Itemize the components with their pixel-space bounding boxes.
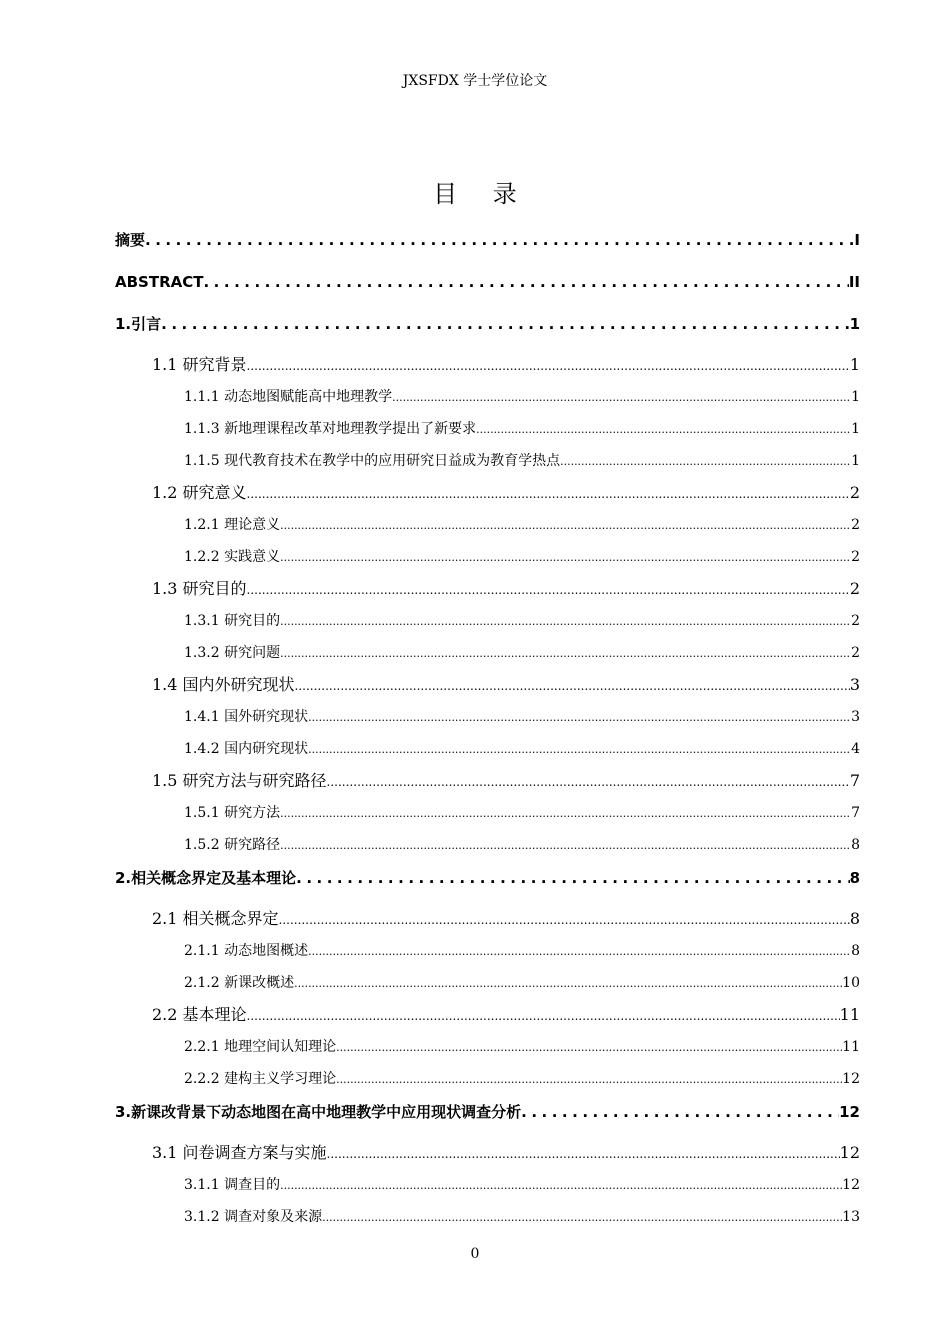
toc-entry-page: 1 <box>849 315 860 333</box>
toc-entry[interactable] <box>115 866 860 908</box>
toc-entry-label: 1.3 研究目的 <box>152 579 247 598</box>
toc-entry-label: 1.5.1 研究方法 <box>184 805 281 821</box>
toc-entry-page: 12 <box>839 1103 860 1121</box>
dot-leader <box>308 941 851 963</box>
toc-entry-label: 3.新课改背景下动态地图在高中地理教学中应用现状调查分析 <box>115 1103 522 1121</box>
toc-entry-label: 1.3.1 研究目的 <box>184 613 281 629</box>
toc-entry[interactable] <box>115 1142 860 1174</box>
toc-entry-page: 11 <box>842 1039 860 1055</box>
toc-entry-page: 2 <box>851 613 860 629</box>
toc-entry-label: 2.1.1 动态地图概述 <box>184 943 309 959</box>
toc-entry-page: 2 <box>849 483 860 502</box>
toc-entry-page: 3 <box>849 675 860 694</box>
toc-entry-label: 摘要 <box>115 231 146 249</box>
dot-leader <box>476 419 851 441</box>
toc-entry-label: 3.1.1 调查目的 <box>184 1177 281 1193</box>
toc-entry[interactable] <box>115 418 860 450</box>
toc-entry[interactable] <box>115 514 860 546</box>
toc-entry-label: 1.2.2 实践意义 <box>184 549 281 565</box>
dot-leader <box>280 835 851 857</box>
dot-leader <box>280 1175 842 1197</box>
dot-leader <box>247 1005 840 1027</box>
dot-leader <box>521 1100 839 1124</box>
toc-entry-page: 1 <box>851 453 860 469</box>
dot-leader <box>280 547 851 569</box>
dot-leader <box>280 611 851 633</box>
toc-entry-page: 1 <box>851 421 860 437</box>
toc-entry-label: 2.2.2 建构主义学习理论 <box>184 1071 337 1087</box>
toc-entry[interactable] <box>115 834 860 866</box>
table-of-contents <box>115 228 860 1238</box>
toc-entry-page: 1 <box>849 355 860 374</box>
toc-entry-page: 12 <box>839 1143 860 1162</box>
toc-entry[interactable] <box>115 482 860 514</box>
dot-leader <box>247 483 850 505</box>
dot-leader <box>280 643 851 665</box>
toc-entry-page: II <box>848 273 860 291</box>
toc-entry-page: 2 <box>851 645 860 661</box>
toc-entry[interactable] <box>115 972 860 1004</box>
toc-entry[interactable] <box>115 908 860 940</box>
toc-entry-page: 1 <box>851 389 860 405</box>
dot-leader <box>145 228 854 252</box>
dot-leader <box>280 803 851 825</box>
toc-entry-label: ABSTRACT <box>115 273 204 291</box>
toc-entry-label: 1.2.1 理论意义 <box>184 517 281 533</box>
toc-entry[interactable] <box>115 706 860 738</box>
toc-entry[interactable] <box>115 578 860 610</box>
toc-entry-label: 1.1.1 动态地图赋能高中地理教学 <box>184 389 393 405</box>
toc-entry-page: 7 <box>851 805 860 821</box>
dot-leader <box>308 739 851 761</box>
toc-entry-label: 1.1.5 现代教育技术在教学中的应用研究日益成为教育学热点 <box>184 453 561 469</box>
toc-entry-page: 2 <box>851 549 860 565</box>
toc-entry[interactable] <box>115 770 860 802</box>
dot-leader <box>161 312 849 336</box>
toc-entry-page: 8 <box>851 943 860 959</box>
toc-entry[interactable] <box>115 228 860 270</box>
toc-entry-page: 12 <box>842 1071 860 1087</box>
toc-entry-page: 13 <box>842 1209 860 1225</box>
toc-entry-page: I <box>854 231 860 249</box>
toc-entry-label: 1.3.2 研究问题 <box>184 645 281 661</box>
dot-leader <box>296 866 849 890</box>
toc-entry-label: 1.4.2 国内研究现状 <box>184 741 309 757</box>
toc-entry[interactable] <box>115 610 860 642</box>
toc-entry[interactable] <box>115 1206 860 1238</box>
toc-entry[interactable] <box>115 1174 860 1206</box>
toc-entry-page: 7 <box>849 771 860 790</box>
toc-entry[interactable] <box>115 354 860 386</box>
toc-entry-label: 2.1.2 新课改概述 <box>184 975 295 991</box>
toc-entry-page: 8 <box>851 837 860 853</box>
toc-entry[interactable] <box>115 450 860 482</box>
toc-entry[interactable] <box>115 270 860 312</box>
toc-entry-page: 3 <box>851 709 860 725</box>
dot-leader <box>327 1143 840 1165</box>
toc-entry-label: 1.2 研究意义 <box>152 483 247 502</box>
toc-entry-page: 2 <box>851 517 860 533</box>
dot-leader <box>308 707 851 729</box>
toc-entry[interactable] <box>115 802 860 834</box>
toc-entry-label: 1.1.3 新地理课程改革对地理教学提出了新要求 <box>184 421 477 437</box>
toc-entry[interactable] <box>115 940 860 972</box>
dot-leader <box>203 270 848 294</box>
dot-leader <box>280 515 851 537</box>
toc-entry-label: 1.5 研究方法与研究路径 <box>152 771 327 790</box>
toc-entry-label: 1.引言 <box>115 315 162 333</box>
toc-entry-label: 1.4.1 国外研究现状 <box>184 709 309 725</box>
toc-entry-label: 2.相关概念界定及基本理论 <box>115 869 297 887</box>
toc-entry-label: 2.1 相关概念界定 <box>152 909 279 928</box>
toc-entry[interactable] <box>115 546 860 578</box>
toc-entry-label: 1.5.2 研究路径 <box>184 837 281 853</box>
dot-leader <box>336 1037 842 1059</box>
toc-entry[interactable] <box>115 1004 860 1036</box>
toc-entry-page: 2 <box>849 579 860 598</box>
dot-leader <box>247 579 850 601</box>
toc-entry[interactable] <box>115 1100 860 1142</box>
toc-entry-page: 4 <box>851 741 860 757</box>
dot-leader <box>247 355 850 377</box>
toc-entry-label: 1.4 国内外研究现状 <box>152 675 295 694</box>
dot-leader <box>295 675 850 697</box>
toc-entry-label: 1.1 研究背景 <box>152 355 247 374</box>
dot-leader <box>392 387 851 409</box>
dot-leader <box>294 973 842 995</box>
toc-entry-label: 3.1.2 调查对象及来源 <box>184 1209 323 1225</box>
dot-leader <box>327 771 850 793</box>
running-header: JXSFDX 学士学位论文 <box>402 73 548 89</box>
toc-entry-page: 10 <box>842 975 860 991</box>
toc-entry[interactable] <box>115 1036 860 1068</box>
dot-leader <box>322 1207 842 1229</box>
toc-entry-page: 12 <box>842 1177 860 1193</box>
page-number: 0 <box>470 1246 480 1262</box>
toc-entry-page: 11 <box>839 1005 860 1024</box>
toc-entry-label: 2.2.1 地理空间认知理论 <box>184 1039 337 1055</box>
toc-entry-page: 8 <box>849 869 860 887</box>
toc-entry-page: 8 <box>849 909 860 928</box>
toc-entry[interactable] <box>115 738 860 770</box>
dot-leader <box>279 909 850 931</box>
toc-entry-label: 3.1 问卷调查方案与实施 <box>152 1143 327 1162</box>
dot-leader <box>336 1069 842 1091</box>
toc-entry[interactable] <box>115 642 860 674</box>
toc-entry[interactable] <box>115 386 860 418</box>
toc-entry[interactable] <box>115 1068 860 1100</box>
toc-entry-label: 2.2 基本理论 <box>152 1005 247 1024</box>
toc-entry[interactable] <box>115 312 860 354</box>
toc-title: 目 录 <box>433 180 531 208</box>
toc-entry[interactable] <box>115 674 860 706</box>
dot-leader <box>560 451 851 473</box>
